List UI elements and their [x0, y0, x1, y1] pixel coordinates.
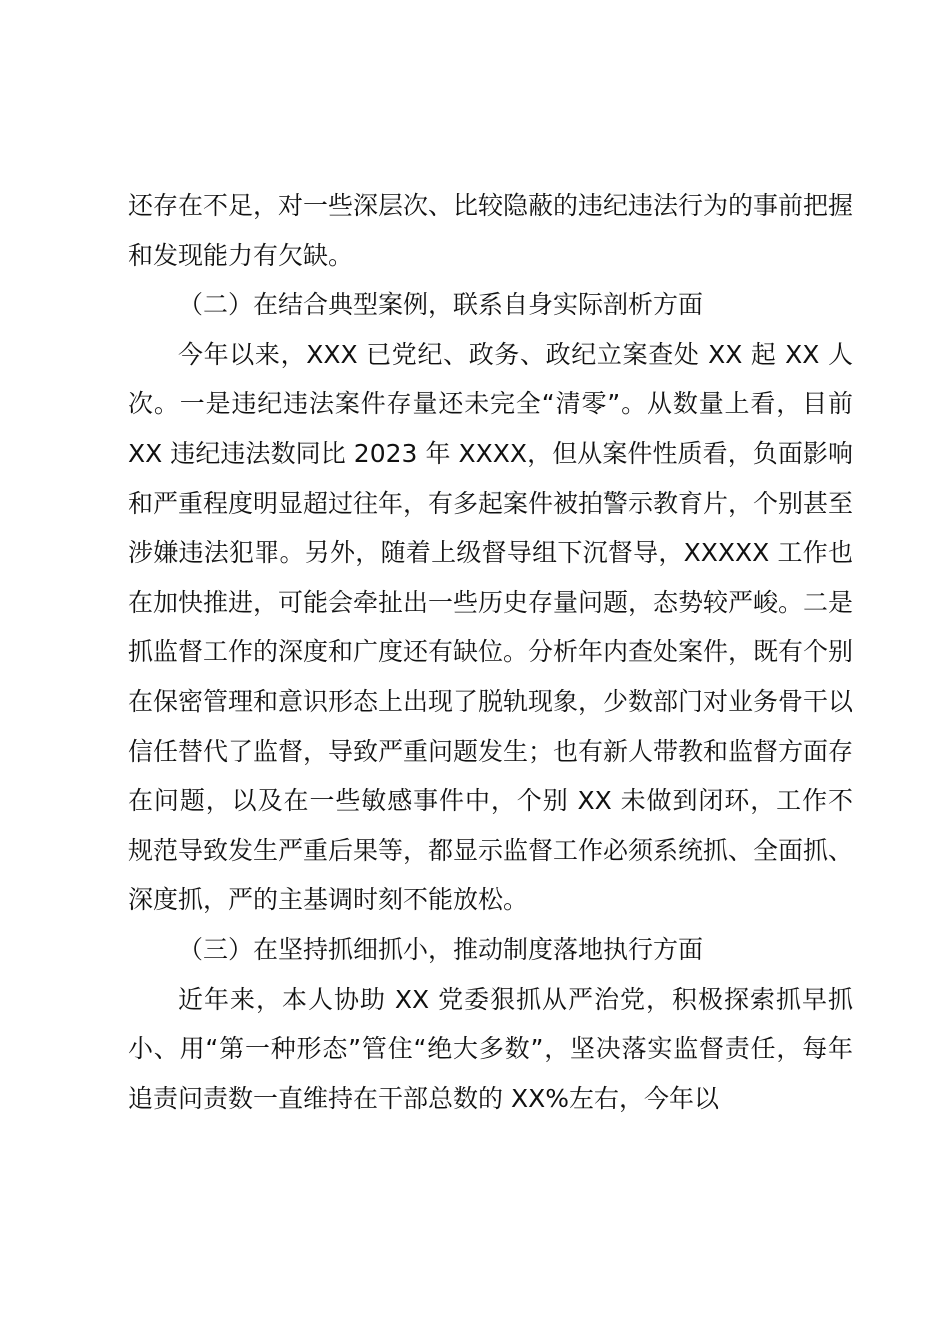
paragraph-continuation: 还存在不足，对一些深层次、比较隐蔽的违纪违法行为的事前把握和发现能力有欠缺。 — [128, 191, 854, 270]
document-body — [128, 181, 853, 1123]
section-heading-2: （二）在结合典型案例，联系自身实际剖析方面 — [178, 290, 704, 320]
paragraph-case-analysis: 今年以来，XXX 已党纪、政务、政纪立案查处 XX 起 XX 人次。一是违纪违法案件存量还未完全“清零”。从数量上看，目前 XX 违纪违法数同比 2023 年 XXXX，但从案件性质看，负面影响和严重程度明显超过往年，有多起案件被拍警示教育片，个别甚至涉嫌违法犯罪。另外，随着上级督导组下沉督导，XXXXX 工作也在加快推进，可能会牵扯出一些历史存量问题，态势较严峻。二是抓监督工作的深度和广度还有缺位。分析年内查处案件，既有个别在保密管理和意识形态上出现了脱轨现象，少数部门对业务骨干以信任替代了监督，导致严重问题发生；也有新人带教和监督方面存在问题，以及在一些敏感事件中，个别 XX 未做到闭环，工作不规范导致发生严重后果等，都显示监督工作必须系统抓、全面抓、深度抓，严的主基调时刻不能放松。 — [128, 339, 854, 915]
paragraph-discipline: 近年来，本人协助 XX 党委狠抓从严治党，积极探索抓早抓小、用“第一种形态”管住“绝大多数”，坚决落实监督责任，每年追责问责数一直维持在干部总数的 XX%左右，今年以 — [128, 984, 853, 1113]
section-heading-3: （三）在坚持抓细抓小，推动制度落地执行方面 — [178, 934, 704, 964]
